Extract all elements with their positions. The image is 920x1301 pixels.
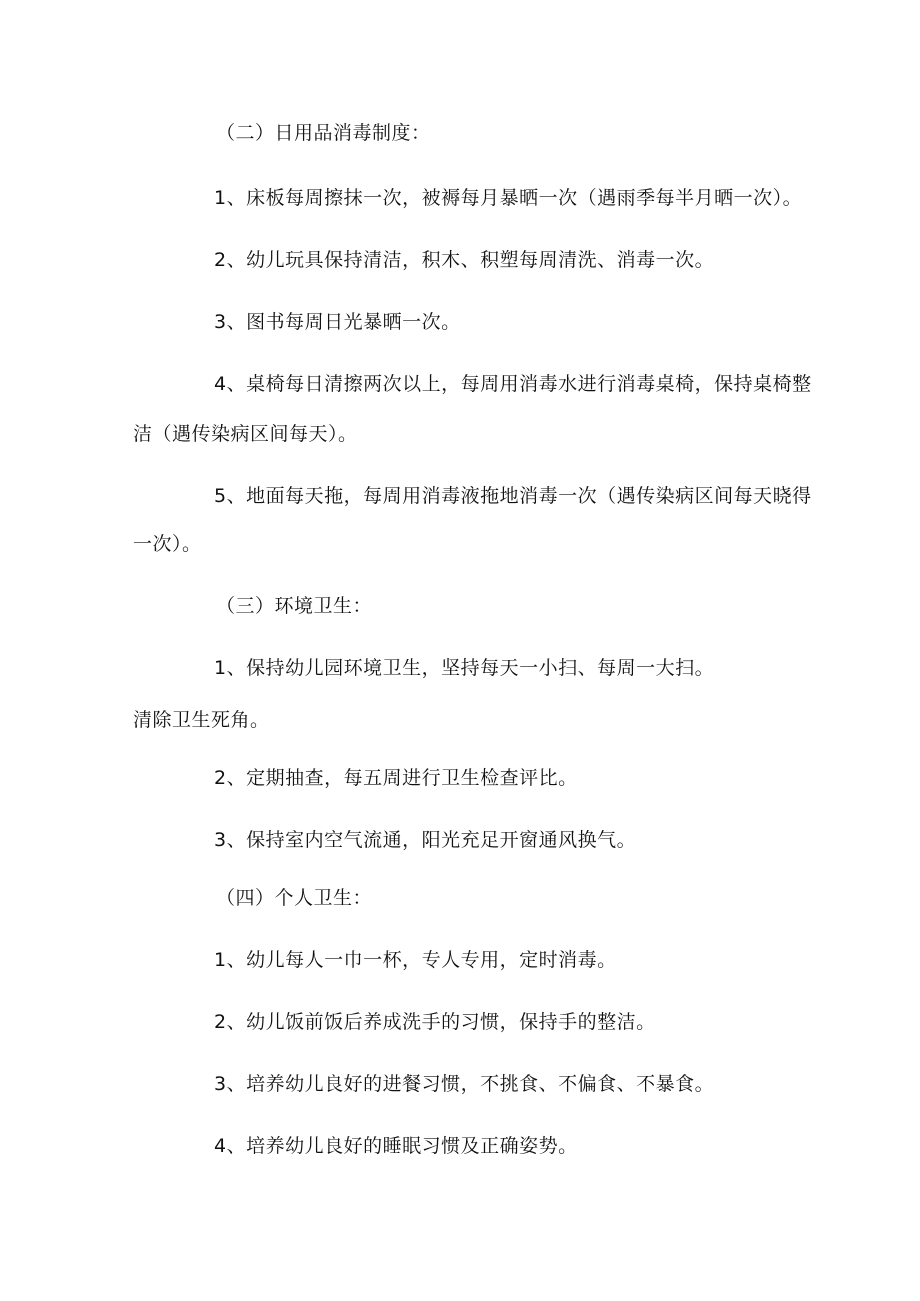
- paragraph-item-first-line: 5、地面每天拖，每周用消毒液拖地消毒一次（遇传染病区间每天晓得: [214, 485, 812, 507]
- paragraph-item: 3、培养幼儿良好的进餐习惯，不挑食、不偏食、不暴食。: [214, 1073, 715, 1095]
- paragraph-item-continuation: 洁（遇传染病区间每天）。: [133, 423, 358, 445]
- paragraph-item: 4、培养幼儿良好的睡眠习惯及正确姿势。: [214, 1135, 578, 1157]
- paragraph-item: 3、保持室内空气流通，阳光充足开窗通风换气。: [214, 829, 637, 851]
- paragraph-item: 1、床板每周擦抹一次，被褥每月暴晒一次（遇雨季每半月晒一次）。: [214, 187, 803, 209]
- paragraph-item: 2、幼儿饭前饭后养成洗手的习惯，保持手的整洁。: [214, 1011, 656, 1033]
- paragraph-item-continuation: 清除卫生死角。: [133, 709, 270, 731]
- paragraph-item: 3、图书每周日光暴晒一次。: [214, 311, 461, 333]
- paragraph-item-first-line: 4、桌椅每日清擦两次以上，每周用消毒水进行消毒桌椅，保持桌椅整: [214, 373, 812, 395]
- paragraph-item: 1、幼儿每人一巾一杯，专人专用，定时消毒。: [214, 949, 617, 971]
- paragraph-item-first-line: 1、保持幼儿园环境卫生，坚持每天一小扫、每周一大扫。: [214, 657, 715, 679]
- paragraph-item-continuation: 一次）。: [133, 533, 202, 555]
- paragraph-item: 2、幼儿玩具保持清洁，积木、积塑每周清洗、消毒一次。: [214, 249, 715, 271]
- section-heading-environment: （三）环境卫生：: [216, 595, 373, 617]
- section-heading-personal-hygiene: （四）个人卫生：: [216, 887, 373, 909]
- paragraph-item: 2、定期抽查，每五周进行卫生检查评比。: [214, 767, 578, 789]
- section-heading-daily-items: （二）日用品消毒制度：: [216, 122, 431, 144]
